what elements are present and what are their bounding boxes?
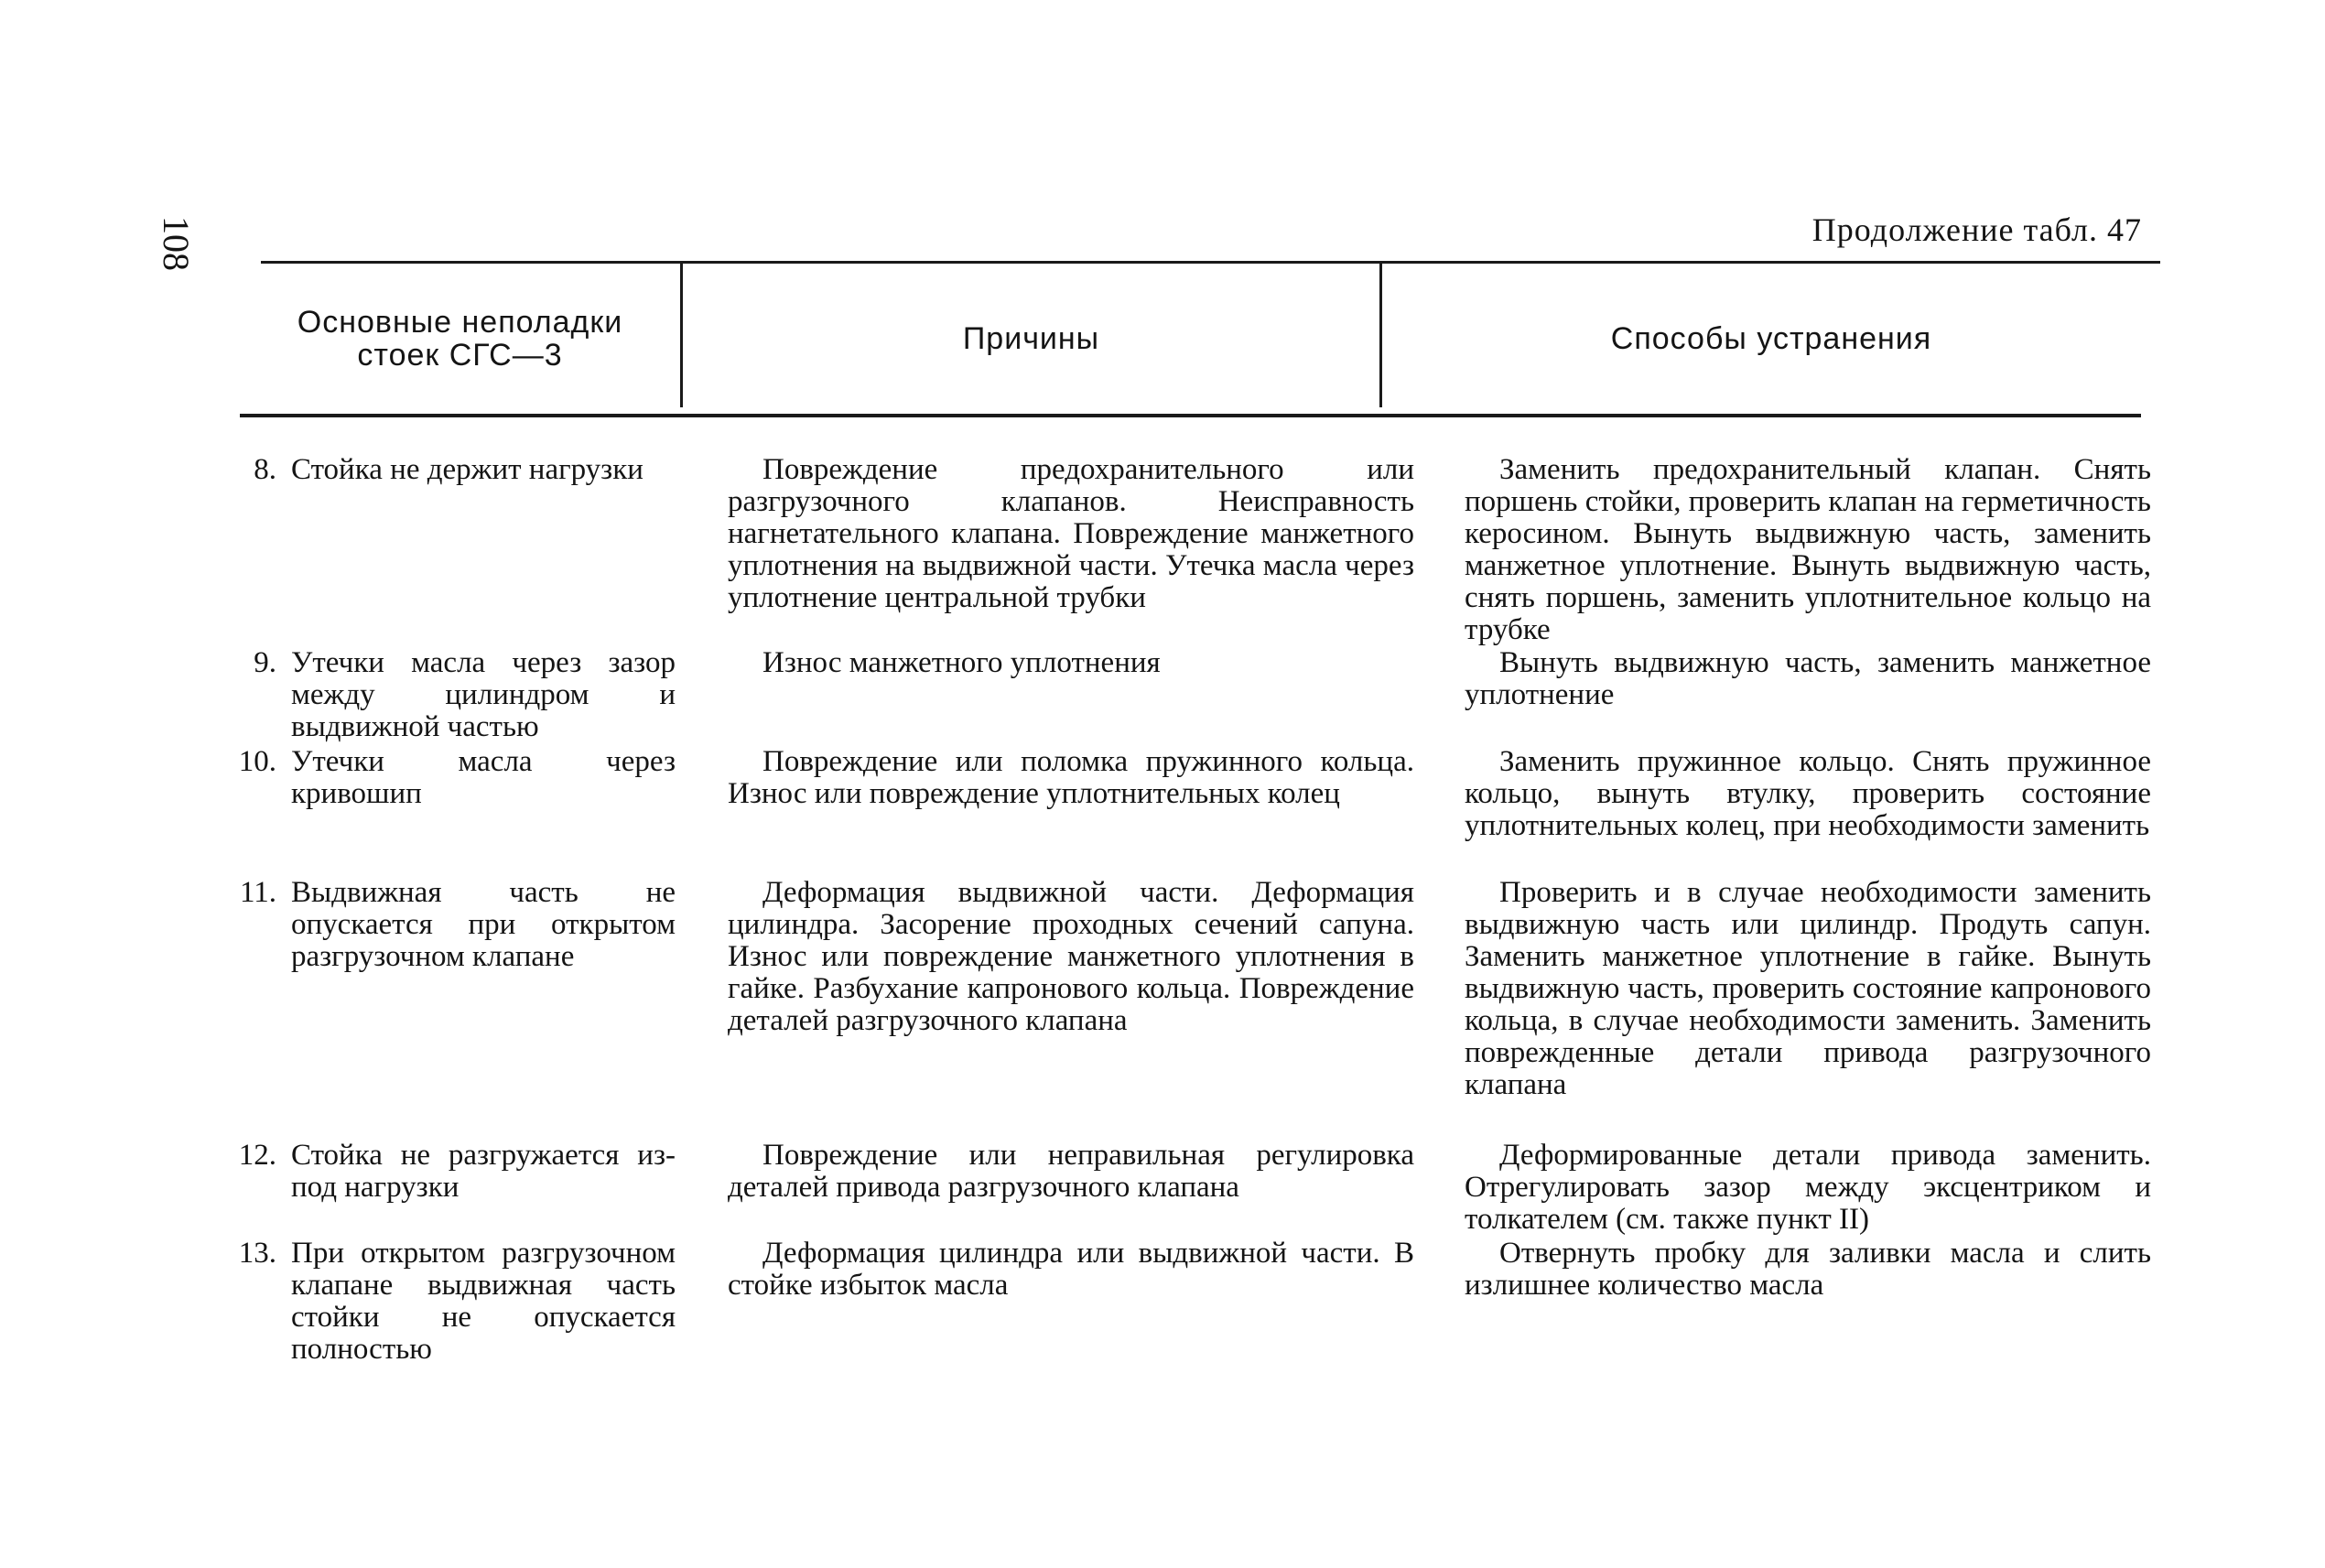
header-fault xyxy=(240,263,680,414)
page-number: 108 xyxy=(156,216,197,271)
row-fault: Стойка не разгружается из-под нагрузки xyxy=(291,1139,676,1204)
row-cause: Износ манжетного уплотнения xyxy=(762,646,1161,679)
row-number: 9. xyxy=(254,646,276,679)
header-remedy xyxy=(1382,263,2160,414)
row-number: 12. xyxy=(238,1139,276,1172)
header-remedy-text: Способы устранения xyxy=(1610,320,1932,356)
row-cause: Повреждение предохранительного или разгрузочного клапанов. Неисправность нагнетательного клапана. Повреждение манжетного уплотнения на выдвижной части. Утечка масла через уплотнение центральной трубки xyxy=(728,453,1414,614)
header-cause-text: Причины xyxy=(962,320,1100,356)
row-cause: Повреждение или неправильная регулировка деталей привода разгрузочного клапана xyxy=(728,1139,1414,1204)
row-remedy: Заменить предохранительный клапан. Снять поршень стойки, проверить клапан на герметичность керосином. Вынуть выдвижную часть, заменить манжетное уплотнение. Вынуть выдвижную часть, снять поршень, заменить уплотнительное кольцо на трубке xyxy=(1465,453,2151,646)
row-cause: Деформация выдвижной части. Деформация цилиндра. Засорение проходных сечений сапуна. Износ или повреждение манжетного уплотнения в гайке. Разбухание капронового кольца. Повреждение деталей разгрузочного клапана xyxy=(728,876,1414,1037)
row-fault: Стойка не держит нагрузки xyxy=(291,453,643,486)
row-remedy: Проверить и в случае необходимости заменить выдвижную часть или цилиндр. Продуть сапун. Заменить манжетное уплотнение в гайке. Вынуть выдвижную часть, проверить состояние капронового кольца, в случае необходимости заменить. Заменить поврежденные детали привода разгрузочного клапана xyxy=(1465,876,2151,1101)
table-header-bottom-rule xyxy=(240,414,2141,417)
row-remedy: Заменить пружинное кольцо. Снять пружинное кольцо, вынуть втулку, проверить состояние уплотнительных колец, при необходимости заменить xyxy=(1465,745,2151,842)
row-fault: Выдвижная часть не опускается при открытом разгрузочном клапане xyxy=(291,876,676,973)
row-remedy: Деформированные детали привода заменить. Отрегулировать зазор между эксцентриком и толкателем (см. также пункт II) xyxy=(1465,1139,2151,1236)
row-remedy: Вынуть выдвижную часть, заменить манжетное уплотнение xyxy=(1465,646,2151,711)
header-cause xyxy=(683,263,1379,414)
row-number: 11. xyxy=(239,876,276,909)
row-fault: Утечки масла через кривошип xyxy=(291,745,676,810)
row-cause: Повреждение или поломка пружинного кольца. Износ или повреждение уплотнительных колец xyxy=(728,745,1414,810)
row-fault: Утечки масла через зазор между цилиндром и выдвижной частью xyxy=(291,646,676,743)
row-remedy: Отвернуть пробку для заливки масла и слить излишнее количество масла xyxy=(1465,1237,2151,1302)
header-fault-text: Основные неполадки стоек СГС—3 xyxy=(297,304,623,373)
row-cause: Деформация цилиндра или выдвижной части. В стойке избыток масла xyxy=(728,1237,1414,1302)
row-number: 10. xyxy=(238,745,276,778)
table-continuation-label: Продолжение табл. 47 xyxy=(1811,211,2142,248)
row-number: 8. xyxy=(254,453,276,486)
row-fault: При открытом разгрузочном клапане выдвижная часть стойки не опускается полностью xyxy=(291,1237,676,1366)
row-number: 13. xyxy=(238,1237,276,1270)
